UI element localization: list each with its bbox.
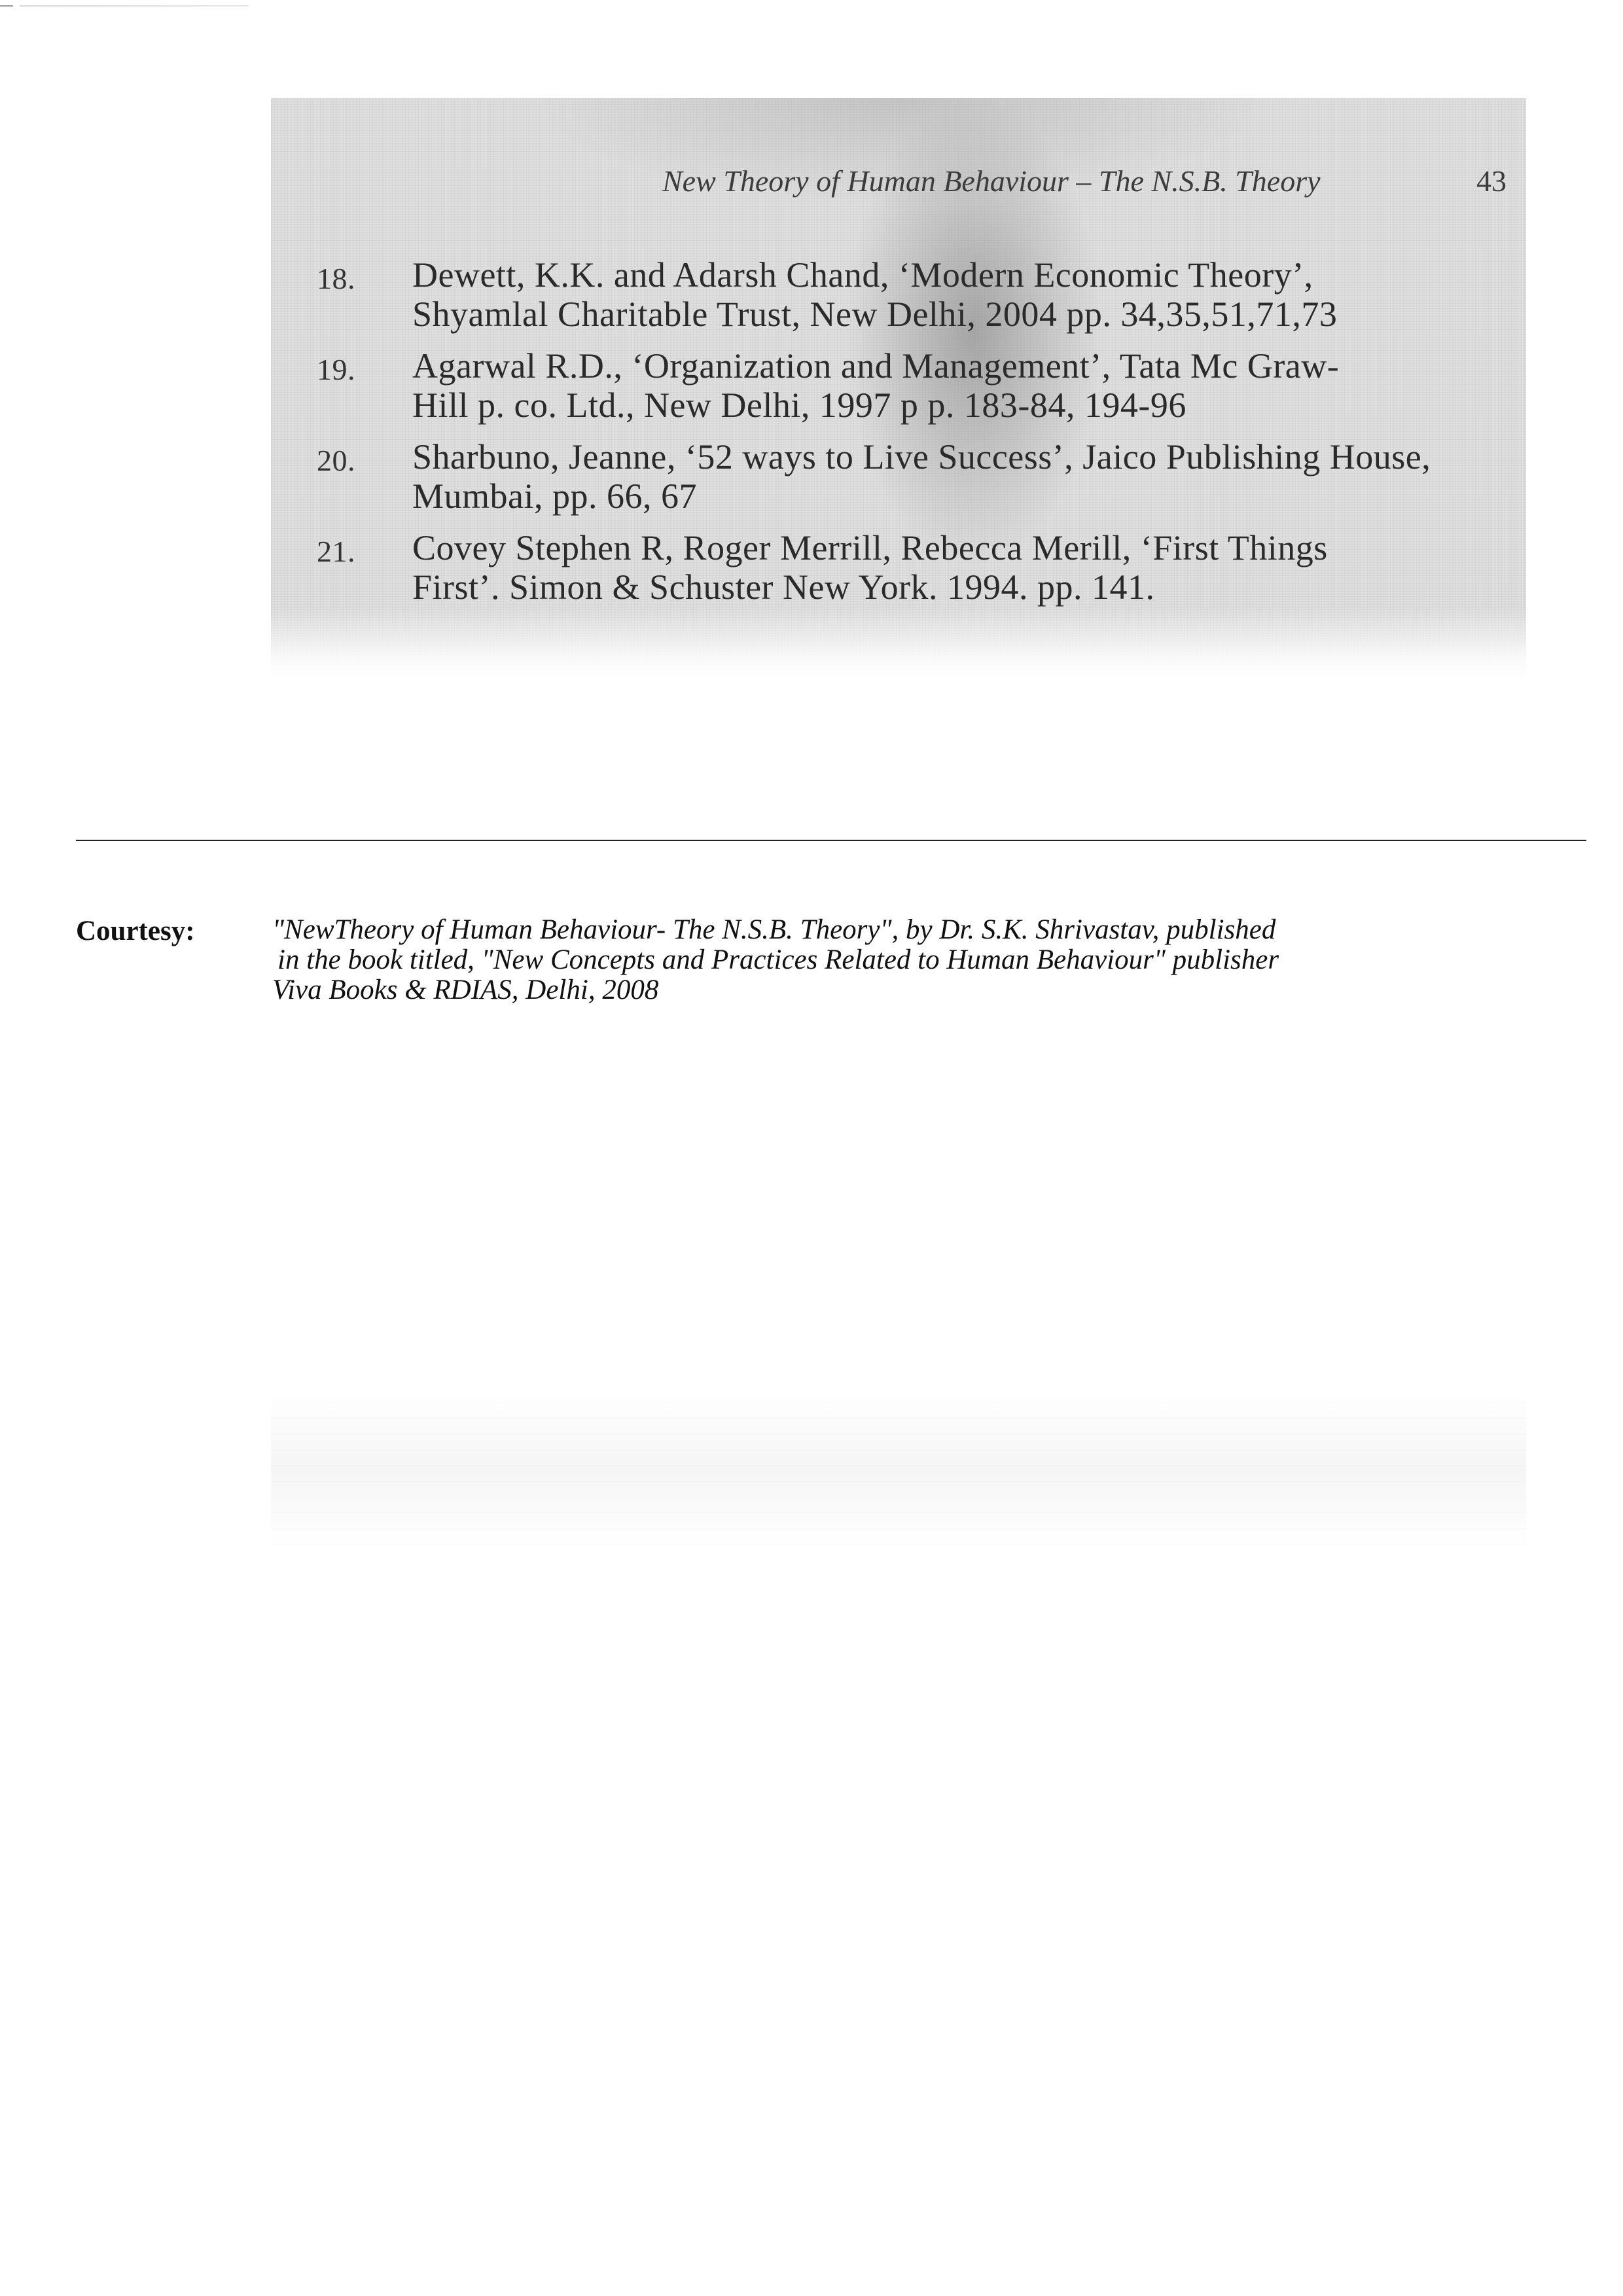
reference-number: 19. xyxy=(317,353,355,386)
reference-item xyxy=(271,255,1514,334)
reference-number: 21. xyxy=(317,535,355,568)
courtesy-citation xyxy=(272,915,1516,1005)
reference-line: First’. Simon & Schuster New York. 1994. pp. 141. xyxy=(412,567,1155,607)
reference-line: Mumbai, pp. 66, 67 xyxy=(412,476,697,516)
reference-line: Covey Stephen R, Roger Merrill, Rebecca Merill, ‘First Things xyxy=(412,528,1328,567)
reference-number: 18. xyxy=(317,262,355,295)
courtesy-label: Courtesy: xyxy=(76,916,195,946)
reference-list xyxy=(271,255,1514,619)
reference-line: Shyamlal Charitable Trust, New Delhi, 2004 pp. 34,35,51,71,73 xyxy=(412,295,1338,334)
reference-line: Dewett, K.K. and Adarsh Chand, ‘Modern Economic Theory’, xyxy=(412,255,1313,295)
scanned-page-excerpt xyxy=(271,98,1526,681)
reference-item xyxy=(271,528,1514,607)
reference-item xyxy=(271,437,1514,516)
courtesy-line: "NewTheory of Human Behaviour- The N.S.B. Theory", by Dr. S.K. Shrivastav, published xyxy=(272,914,1276,945)
courtesy-line: Viva Books & RDIAS, Delhi, 2008 xyxy=(272,975,659,1005)
faint-scan-bleed xyxy=(271,1394,1526,1545)
reference-line: Agarwal R.D., ‘Organization and Management’, Tata Mc Graw- xyxy=(412,346,1340,386)
reference-line: Sharbuno, Jeanne, ‘52 ways to Live Success’, Jaico Publishing House, xyxy=(412,437,1431,476)
courtesy-line: in the book titled, "New Concepts and Practices Related to Human Behaviour" publisher xyxy=(277,944,1279,975)
reference-number: 20. xyxy=(317,444,355,477)
page-number: 43 xyxy=(1476,164,1507,198)
running-head: New Theory of Human Behaviour – The N.S.B. Theory xyxy=(662,164,1321,198)
horizontal-divider xyxy=(76,840,1586,841)
scan-corner-mark xyxy=(0,5,249,7)
reference-line: Hill p. co. Ltd., New Delhi, 1997 p p. 183-84, 194-96 xyxy=(412,386,1186,425)
reference-item xyxy=(271,346,1514,425)
